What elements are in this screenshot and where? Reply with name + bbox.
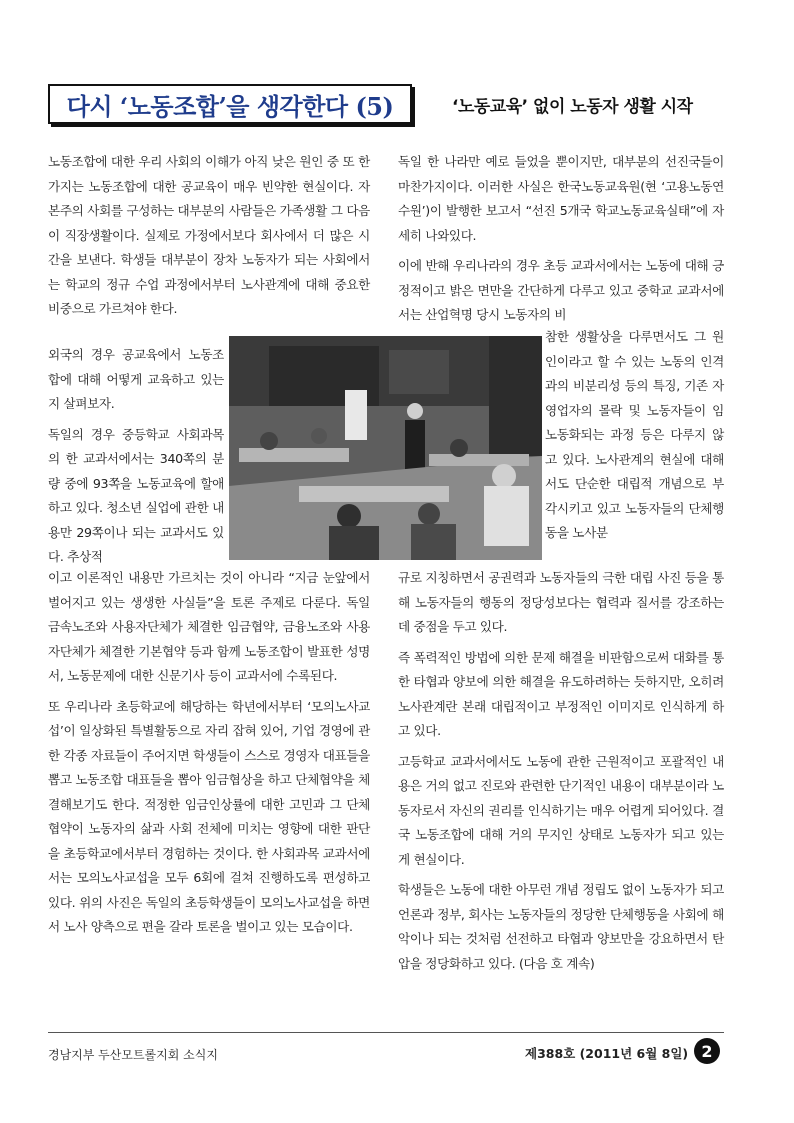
right-float-text	[545, 325, 724, 552]
footer-divider	[48, 1032, 724, 1033]
left-column-bottom	[48, 566, 370, 946]
footer-publisher: 경남지부 두산모트롤지회 소식지	[48, 1048, 218, 1062]
paragraph: 참한 생활상을 다루면서도 그 원인이라고 할 수 있는 노동의 인격과의 비분리성 등의 특징, 기존 자영업자의 몰락 및 노동자들이 임노동화되는 과정 등은 다루지 않고 있다. 노사관계의 현실에 대해서도 단순한 대립적 개념으로 부각시키고 있고 노동자들의 단체행동을 노사분	[545, 329, 724, 540]
paragraph: 즉 폭력적인 방법에 의한 문제 해결을 비판함으로써 대화를 통한 타협과 양보에 의한 해결을 유도하려하는 듯하지만, 오히려 노사관계란 본래 대립적이고 부정적인 이미지로 인식하게 하고 있다.	[398, 649, 724, 738]
article-title-box	[48, 84, 412, 124]
classroom-photo	[229, 336, 542, 560]
right-column-top	[398, 150, 724, 334]
left-float-text	[48, 343, 224, 576]
article-title: 다시 ‘노동조합’을 생각한다 (5)	[66, 91, 394, 121]
left-column-top	[48, 150, 370, 328]
paragraph: 노동조합에 대한 우리 사회의 이해가 아직 낮은 원인 중 또 한 가지는 노동조합에 대한 공교육이 매우 빈약한 현실이다. 자본주의 사회를 구성하는 대부분의 사람들은 가족생활 그 다음이 직장생활이다. 실제로 가정에서보다 회사에서 더 많은 시간을 보낸다. 학생들 대부분이 장차 노동자가 되는 사회에서는 학교의 정규 수업 과정에서부터 노사관계에 대해 중요한 비중으로 가르쳐야 한다.	[48, 154, 370, 316]
paragraph: 고등학교 교과서에서도 노동에 관한 근원적이고 포괄적인 내용은 거의 없고 진로와 관련한 단기적인 내용이 대부분이라 노동자로서 자신의 권리를 인식하기는 매우 어렵게 되어있다. 결국 노동조합에 대해 거의 무지인 상태로 노동자가 되고 있는 게 현실이다.	[398, 753, 724, 867]
page-number: 2	[694, 1038, 720, 1064]
paragraph: 독일 한 나라만 예로 들었을 뿐이지만, 대부분의 선진국들이 마찬가지이다. 이러한 사실은 한국노동교육원(현 ‘고용노동연수원’)이 발행한 보고서 “선진 5개국 학교노동교육실태”에 자세히 나와있다.	[398, 154, 724, 243]
article-subtitle: ‘노동교육’ 없이 노동자 생활 시작	[452, 97, 693, 117]
paragraph: 외국의 경우 공교육에서 노동조합에 대해 어떻게 교육하고 있는지 살펴보자.	[48, 347, 224, 411]
paragraph: 이고 이론적인 내용만 가르치는 것이 아니라 “지금 눈앞에서 벌어지고 있는 생생한 사실들”을 토론 주제로 다룬다. 독일 금속노조와 사용자단체가 체결한 임금협약, 금융노조와 사용자단체가 체결한 기본협약 등과 함께 노동조합이 발표한 성명서, 노동문제에 대한 신문기사 등이 교과서에 수록된다.	[48, 570, 370, 683]
right-column-bottom	[398, 566, 724, 982]
paragraph: 또 우리나라 초등학교에 해당하는 학년에서부터 ‘모의노사교섭’이 일상화된 특별활동으로 자리 잡혀 있어, 기업 경영에 관한 각종 자료들이 주어지면 학생들이 스스로 경영자 대표들을 뽑고 노동조합 대표들을 뽑아 임금협상을 하고 단체협약을 체결해보기도 한다. 적정한 임금인상률에 대한 고민과 그 단체협약이 노동자의 삶과 사회 전체에 미치는 영향에 대한 판단을 초등학교에서부터 경험하는 것이다. 한 사회과목 교과서에서는 모의노사교섭을 모두 6회에 걸쳐 진행하도록 편성하고 있다. 위의 사진은 독일의 초등학생들이 모의노사교섭을 하면서 노사 양측으로 편을 갈라 토론을 벌이고 있는 모습이다.	[48, 698, 370, 934]
footer-issue: 제388호 (2011년 6월 8일)	[525, 1046, 689, 1061]
paragraph: 규로 지칭하면서 공권력과 노동자들의 극한 대립 사진 등을 통해 노동자들의 행동의 정당성보다는 협력과 질서를 강조하는 데 중점을 두고 있다.	[398, 570, 724, 634]
paragraph: 이에 반해 우리나라의 경우 초등 교과서에서는 노동에 대해 긍정적이고 밝은 면만을 간단하게 다루고 있고 중학교 교과서에서는 산업혁명 당시 노동자의 비	[398, 258, 724, 322]
paragraph: 학생들은 노동에 대한 아무런 개념 정립도 없이 노동자가 되고 언론과 정부, 회사는 노동자들의 정당한 단체행동을 사회에 해악이나 되는 것처럼 선전하고 타협과 양보만을 강요하면서 탄압을 정당화하고 있다. (다음 호 계속)	[398, 882, 724, 971]
paragraph: 독일의 경우 중등학교 사회과목의 한 교과서에서는 340쪽의 분량 중에 93쪽을 노동교육에 할애하고 있다. 청소년 실업에 관한 내용만 29쪽이나 되는 교과서도 있다. 추상적	[48, 426, 224, 564]
